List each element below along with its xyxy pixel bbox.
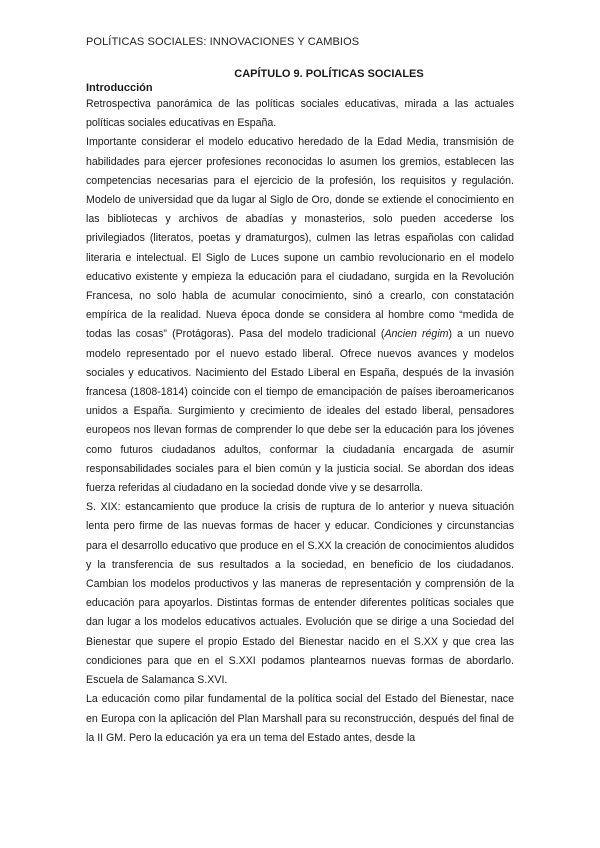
paragraph-history-part-b: ) a un nuevo modelo representado por el nuevo estado liberal. Ofrece nuevos avances y modelos sociales y educativos. Nacimiento del Estado Liberal en España, después de la invasión francesa (1808-1814) coincide con el tiempo de emancipación de países iberoamericanos unidos a España. Surgimiento y crecimiento de ideales del estado liberal, pensadores europeos nos llevan formas de comprender lo que debe ser la educación para los jóvenes como futuros ciudadanos adultos, conformar la ciudadanía encargada de asumir responsabilidades sociales para el bien común y la justicia social. Se abordan dos ideas fuerza referidas al ciudadano en la sociedad donde vive y se desarrolla. [86,328,514,495]
document-body [86,68,514,748]
chapter-title: CAPÍTULO 9. POLÍTICAS SOCIALES [234,68,424,80]
paragraph-welfare-state: La educación como pilar fundamental de la política social del Estado del Bienestar, nace en Europa con la aplicación del Plan Marshall para su reconstrucción, después del final de la II GM. Pero la educación ya era un tema del Estado antes, desde la [86,693,514,744]
paragraph-history [86,133,514,498]
italic-term: Ancien régim [384,328,449,341]
paragraph-xix-century: S. XIX: estancamiento que produce la crisis de ruptura de lo anterior y nueva situación lenta pero firme de las nuevas formas de hacer y educar. Condiciones y circunstancias para el desarrollo educativo que produce en el S.XX la creación de conocimientos aludidos y la transferencia de sus resultados a la sociedad, en beneficio de los ciudadanos. Cambian los modelos productivos y las maneras de representación y comprensión de la educación para apoyarlos. Distintas formas de entender diferentes políticas sociales que dan lugar a los modelos educativos actuales. Evolución que se dirige a una Sociedad del Bienestar que supere el propio Estado del Bienestar nacido en el S.XX y que crea las condiciones para que en el S.XXI podamos plantearnos nuevas formas de abordarlo. Escuela de Salamanca S.XVI. [86,501,514,687]
section-title: Introducción [86,82,153,94]
paragraph-history-part-a: Importante considerar el modelo educativo heredado de la Edad Media, transmisión de habilidades para ejercer profesiones reconocidas lo asumen los gremios, establecen las competencias necesarias para el ejercicio de la profesión, los requisitos y regulación. Modelo de universidad que da lugar al Siglo de Oro, donde se extiende el conocimiento en las bibliotecas y archivos de abadías y monasterios, solo pueden accederse los privilegiados (literatos, poetas y dramaturgos), culmen las letras españolas con calidad literaria e intelectual. El Siglo de Luces supone un cambio revolucionario en el modelo educativo existente y empieza la educación para el ciudadano, surgida en la Revolución Francesa, no solo habla de acumular conocimiento, sinó a crearlo, con constatación empírica de la realidad. Nueva época donde se considera al hombre como “medida de todas las cosas” (Protágoras). Pasa del modelo tradicional ( [86,136,514,341]
running-header: POLÍTICAS SOCIALES: INNOVACIONES Y CAMBIOS [86,36,360,48]
paragraph-intro: Retrospectiva panorámica de las políticas sociales educativas, mirada a las actuales políticas sociales educativas en España. [86,98,514,130]
